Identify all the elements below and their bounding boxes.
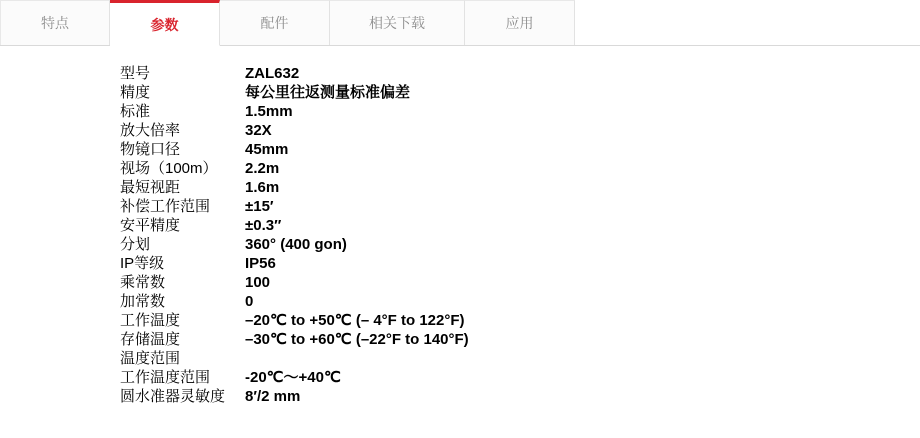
table-row <box>120 102 469 121</box>
spec-value: 2.2m <box>245 160 280 177</box>
spec-label: 工作温度 <box>120 312 181 329</box>
table-row <box>120 235 469 254</box>
spec-label: 乘常数 <box>120 274 166 291</box>
spec-label: 补偿工作范围 <box>120 198 211 215</box>
table-row <box>120 292 469 311</box>
spec-value: 每公里往返测量标准偏差 <box>245 84 411 101</box>
tab-downloads[interactable] <box>330 0 465 45</box>
table-row <box>120 216 469 235</box>
tab-applications-label: 应用 <box>505 15 534 31</box>
table-row <box>120 330 469 349</box>
table-row <box>120 387 469 406</box>
spec-label: IP等级 <box>120 255 165 272</box>
spec-label: 安平精度 <box>120 217 181 234</box>
spec-value: 8′/2 mm <box>245 388 301 405</box>
spec-value: 32X <box>245 122 272 139</box>
spec-value: ZAL632 <box>245 65 300 82</box>
tab-accessories[interactable] <box>220 0 330 45</box>
table-row <box>120 64 469 83</box>
spec-value <box>245 349 469 368</box>
spec-label: 分划 <box>120 236 151 253</box>
table-row <box>120 178 469 197</box>
tab-downloads-label: 相关下载 <box>369 15 425 31</box>
spec-value: 45mm <box>245 141 289 158</box>
tab-parameters-label: 参数 <box>150 17 179 33</box>
spec-label: 存储温度 <box>120 331 181 348</box>
spec-label: 温度范围 <box>120 350 181 367</box>
spec-value: -20℃～+40℃ <box>245 369 341 386</box>
table-row <box>120 368 469 387</box>
table-row <box>120 311 469 330</box>
spec-value: 0 <box>245 293 254 310</box>
spec-value: –30℃ to +60℃ (–22°F to 140°F) <box>245 331 469 348</box>
spec-label: 视场（100m） <box>120 160 218 177</box>
table-row <box>120 273 469 292</box>
spec-label: 最短视距 <box>120 179 181 196</box>
tab-bar <box>0 0 920 46</box>
table-row <box>120 121 469 140</box>
spec-value: ±0.3″ <box>245 217 282 234</box>
table-row <box>120 254 469 273</box>
table-row <box>120 140 469 159</box>
spec-label: 型号 <box>120 65 151 82</box>
spec-label: 加常数 <box>120 293 166 310</box>
tab-applications[interactable] <box>465 0 575 45</box>
spec-value: 100 <box>245 274 271 291</box>
specifications-section <box>0 46 920 406</box>
spec-value: 1.5mm <box>245 103 293 120</box>
table-row <box>120 197 469 216</box>
table-row <box>120 349 469 368</box>
spec-label: 标准 <box>120 103 151 120</box>
table-row <box>120 159 469 178</box>
spec-label: 放大倍率 <box>120 122 181 139</box>
spec-label: 物镜口径 <box>120 141 181 158</box>
spec-value: IP56 <box>245 255 276 272</box>
spec-value: ±15′ <box>245 198 274 215</box>
spec-value: 360° (400 gon) <box>245 236 347 253</box>
tab-parameters[interactable] <box>110 0 220 46</box>
spec-value: –20℃ to +50℃ (– 4°F to 122°F) <box>245 312 465 329</box>
specifications-table <box>120 64 469 406</box>
spec-label: 圆水准器灵敏度 <box>120 388 226 405</box>
table-row <box>120 83 469 102</box>
tab-accessories-label: 配件 <box>260 15 289 31</box>
spec-label: 工作温度范围 <box>120 369 211 386</box>
spec-label: 精度 <box>120 84 151 101</box>
spec-value: 1.6m <box>245 179 280 196</box>
tab-features[interactable] <box>0 0 110 45</box>
tab-features-label: 特点 <box>41 15 69 31</box>
